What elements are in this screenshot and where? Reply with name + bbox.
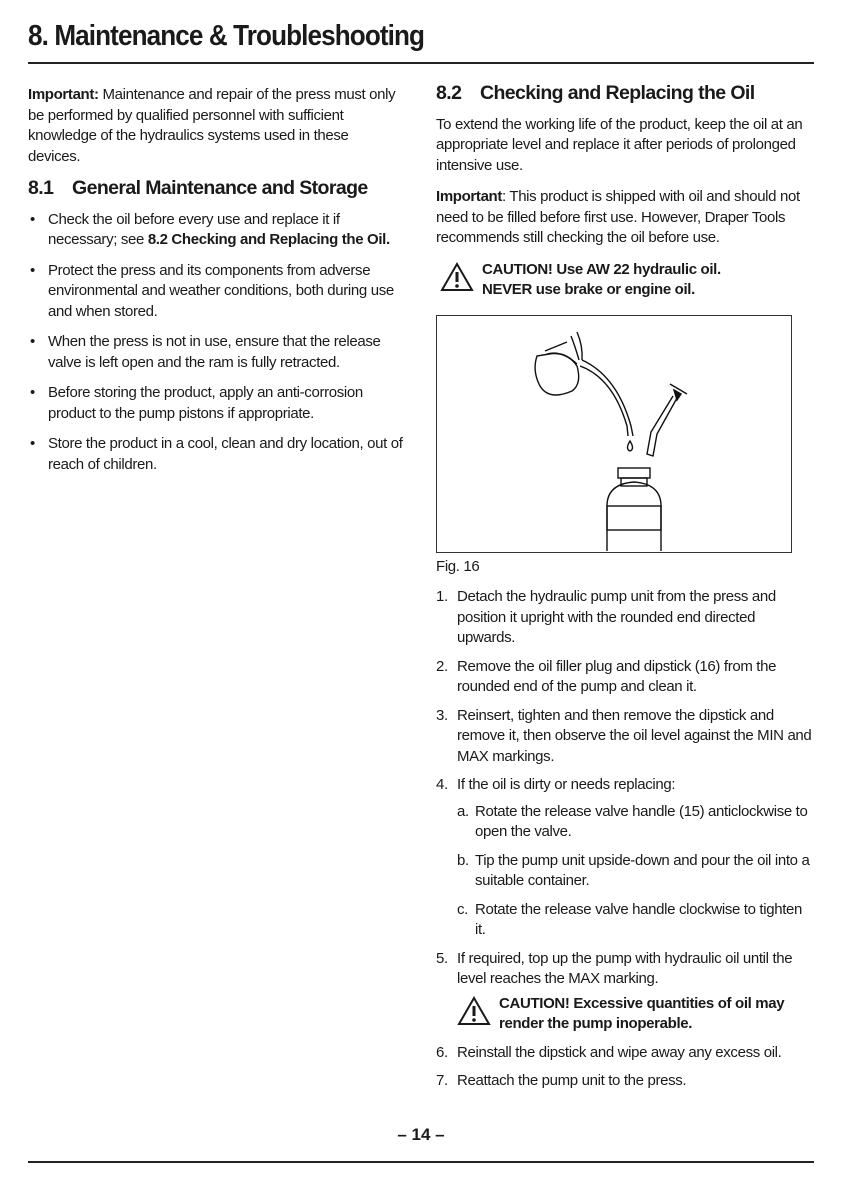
section-heading-8-2 <box>436 83 814 104</box>
sub-step-item <box>457 802 814 843</box>
header-divider <box>28 62 814 64</box>
page-number: – 14 – <box>397 1125 445 1144</box>
footer-divider <box>28 1161 814 1163</box>
step-item <box>436 587 814 649</box>
section-number: 8.1 <box>28 177 54 199</box>
step-text: Remove the oil filler plug and dipstick (16) from the rounded end of the pump and clean it. <box>457 657 777 695</box>
cross-reference-link[interactable]: 8.2 Checking and Replacing the Oil. <box>147 231 390 248</box>
list-item <box>28 210 403 251</box>
step-text: If the oil is dirty or needs replacing: <box>457 776 676 793</box>
important-text: : This product is shipped with oil and should not need to be filled before first use. However, Draper Tools recommends still checking the oil before use. <box>436 188 800 246</box>
figure-caption: Fig. 16 <box>436 557 480 575</box>
step-number: 7. <box>436 1072 448 1089</box>
figure-16-oil-refill-illustration <box>436 315 792 553</box>
caution-text: CAUTION! Excessive quantities of oil may render the pump inoperable. <box>499 994 785 1032</box>
item-text: Protect the press and its components from adverse environmental and weather conditions, both during use and when stored. <box>48 261 394 320</box>
sub-step-text: Rotate the release valve handle (15) anticlockwise to open the valve. <box>475 802 808 840</box>
sub-step-text: Rotate the release valve handle clockwise to tighten it. <box>475 900 803 938</box>
caution-oil-type <box>440 260 814 301</box>
important-label: Important: <box>28 86 99 103</box>
step-number: 2. <box>436 657 448 675</box>
sub-step-text: Tip the pump unit upside-down and pour the oil into a suitable container. <box>475 851 810 889</box>
step-number: 3. <box>436 706 448 724</box>
section-title: Checking and Replacing the Oil <box>480 82 755 104</box>
important-label: Important <box>436 188 503 205</box>
sub-step-letter: b. <box>457 851 469 869</box>
step-item <box>436 775 814 941</box>
warning-icon <box>440 262 474 292</box>
item-text: Store the product in a cool, clean and dry location, out of reach of children. <box>48 435 403 473</box>
sub-step-letter: a. <box>457 802 469 820</box>
step-item <box>436 949 814 1035</box>
sub-step-item <box>457 900 814 941</box>
step-number: 5. <box>436 949 448 967</box>
warning-icon <box>457 996 491 1026</box>
step-item <box>436 1043 814 1064</box>
pump-unit-icon <box>607 468 661 551</box>
caution-line: NEVER use brake or engine oil. <box>482 281 695 298</box>
step-item <box>436 1071 814 1092</box>
left-column <box>28 85 403 485</box>
section-heading-8-1 <box>28 178 403 199</box>
page-title: 8. Maintenance & Troubleshooting <box>28 20 425 52</box>
step-text: Detach the hydraulic pump unit from the press and position it upright with the rounded end directed upwards. <box>457 588 776 646</box>
caution-line: CAUTION! Use AW 22 hydraulic oil. <box>482 260 721 278</box>
list-item <box>28 332 403 373</box>
maintenance-list <box>28 210 403 476</box>
dipstick-icon <box>647 384 687 456</box>
step-text: Reinsert, tighten and then remove the dipstick and remove it, then observe the oil level against the MIN and MAX markings. <box>457 706 812 765</box>
step-text: Reinstall the dipstick and wipe away any excess oil. <box>457 1043 782 1061</box>
item-text: When the press is not in use, ensure that the release valve is left open and the ram is fully retracted. <box>48 333 381 371</box>
item-text: Before storing the product, apply an anti-corrosion product to the pump pistons if appropriate. <box>48 384 363 422</box>
item-text: Check the oil before every use and replace it if necessary; see <box>48 210 340 248</box>
oil-can-icon <box>535 332 633 451</box>
step-number: 6. <box>436 1043 448 1061</box>
procedure-steps <box>436 587 814 1092</box>
caution-excess-oil <box>457 994 814 1035</box>
step-text: Reattach the pump unit to the press. <box>457 1072 687 1089</box>
sub-step-letter: c. <box>457 900 468 918</box>
section-title: General Maintenance and Storage <box>72 177 368 199</box>
section-number: 8.2 <box>436 82 462 104</box>
paragraph: To extend the working life of the product, keep the oil at an appropriate level and replace it after periods of prolonged intensive use. <box>436 115 803 174</box>
sub-step-item <box>457 851 814 892</box>
important-note <box>28 85 403 167</box>
sub-steps <box>457 802 814 941</box>
list-item <box>28 383 403 424</box>
important-text: Maintenance and repair of the press must only be performed by qualified personnel with sufficient knowledge of the hydraulics systems used in these devices. <box>28 86 396 165</box>
important-note <box>436 187 814 249</box>
right-column <box>436 82 814 1100</box>
list-item <box>28 261 403 323</box>
step-item <box>436 657 814 698</box>
step-number: 1. <box>436 588 448 605</box>
step-number: 4. <box>436 776 448 793</box>
step-item <box>436 706 814 768</box>
step-text: If required, top up the pump with hydraulic oil until the level reaches the MAX marking. <box>457 949 793 987</box>
list-item <box>28 434 403 475</box>
